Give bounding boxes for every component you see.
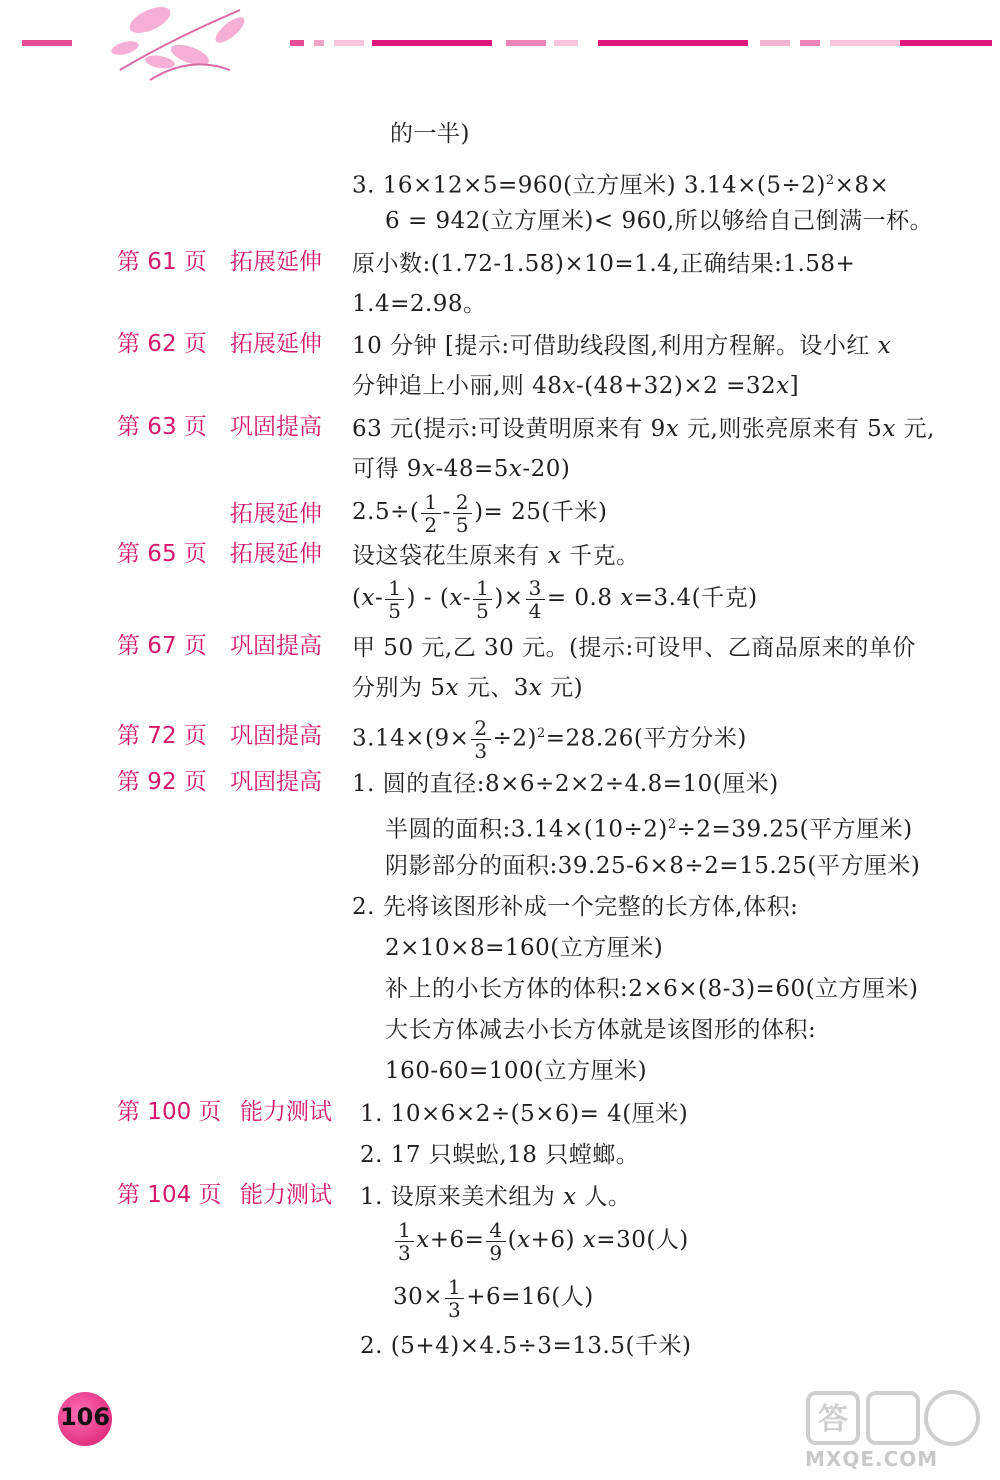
section-label: 巩固提高	[230, 769, 322, 795]
page-reference: 第 65 页	[117, 541, 207, 567]
page-reference: 第 67 页	[117, 633, 207, 659]
answer-line: 3. 16×12×5=960(立方厘米) $3.14\times(5\div 2)^2\times 8\times$	[352, 172, 890, 199]
answer-line: 10 分钟 [提示:可借助线段图,利用方程解。设小红 x	[352, 333, 892, 359]
section-label: 巩固提高	[230, 723, 322, 749]
answer-line: 2. (5+4)×4.5÷3=13.5(千米)	[360, 1333, 692, 1359]
answer-line: 分别为 5x 元、3x 元)	[352, 675, 584, 701]
answer-line: 30× $\frac{1}{3}$ +6=16(人)	[393, 1274, 594, 1322]
section-label: 能力测试	[240, 1099, 332, 1125]
fraction: $\frac{1}{3}$	[395, 1219, 414, 1264]
section-label: 巩固提高	[230, 633, 322, 659]
answer-line: 设这袋花生原来有 x 千克。	[352, 543, 640, 569]
answer-line: 可得 9x-48=5x-20)	[352, 456, 571, 482]
section-label: 拓展延伸	[230, 249, 322, 275]
page-reference: 第 104 页	[117, 1182, 222, 1208]
answer-line: 1. 圆的直径:8×6÷2×2÷4.8=10(厘米)	[352, 771, 779, 797]
fraction: $\frac{3}{4}$	[526, 577, 545, 622]
answer-line: 3.14×(9× $\frac{2}{3}$ ÷2)$^2$=28.26(平方分米)	[352, 716, 747, 764]
fraction: $\frac{4}{9}$	[486, 1219, 505, 1264]
fraction: $\frac{1}{3}$	[445, 1276, 464, 1321]
fraction: $\frac{2}{3}$	[471, 717, 490, 762]
answer-line: 63 元(提示:可设黄明原来有 9x 元,则张亮原来有 5x 元,	[352, 416, 935, 442]
page-reference: 第 61 页	[117, 249, 207, 275]
page-number: 106	[59, 1403, 111, 1431]
watermark-char: 答	[818, 1402, 848, 1437]
section-label: 能力测试	[240, 1182, 332, 1208]
answer-line: 1.4=2.98。	[352, 291, 487, 317]
fraction: $\frac{2}{5}$	[453, 491, 472, 536]
answer-line: 原小数:(1.72-1.58)×10=1.4,正确结果:1.58+	[352, 251, 856, 277]
header-floral-decoration	[0, 0, 1000, 90]
answer-line: 2. 先将该图形补成一个完整的长方体,体积:	[352, 894, 799, 920]
watermark-text: MXQE.COM	[805, 1447, 939, 1471]
fraction: $\frac{1}{2}$	[421, 491, 440, 536]
fraction: $\frac{1}{5}$	[473, 577, 492, 622]
page-reference: 第 62 页	[117, 331, 207, 357]
answer-line: 阴影部分的面积:39.25-6×8÷2=15.25(平方厘米)	[385, 853, 921, 879]
section-label: 拓展延伸	[230, 541, 322, 567]
answer-line: 6 = 942(立方厘米)< 960,所以够给自己倒满一杯。	[385, 208, 934, 234]
section-label: 巩固提高	[230, 414, 322, 440]
answer-line: 甲 50 元,乙 30 元。(提示:可设甲、乙商品原来的单价	[352, 635, 916, 661]
answer-line: 160-60=100(立方厘米)	[385, 1058, 648, 1084]
answer-line: 半圆的面积$:3.14\times(10\div 2)^2\div 2=39.25$(平方厘米)	[385, 816, 913, 843]
answer-line: $\frac{1}{3}$ x+6= $\frac{4}{9}$ (x+6) x=30(人)	[393, 1216, 689, 1264]
answer-line: (x- $\frac{1}{5}$ ) - (x- $\frac{1}{5}$ )× $\frac{3}{4}$ = 0.8 x=3.4(千克)	[352, 575, 758, 623]
section-label: 拓展延伸	[230, 331, 322, 357]
answer-line: 2. 17 只蜈蚣,18 只螳螂。	[360, 1142, 640, 1168]
fraction: $\frac{1}{5}$	[385, 577, 404, 622]
answer-line: 大长方体减去小长方体就是该图形的体积:	[385, 1017, 817, 1043]
continuation-line: 的一半)	[390, 121, 470, 147]
answer-line: 1. 设原来美术组为 x 人。	[360, 1184, 632, 1210]
page-reference: 第 63 页	[117, 414, 207, 440]
answer-line: 2×10×8=160(立方厘米)	[385, 935, 664, 961]
page-reference: 第 100 页	[117, 1099, 222, 1125]
page-reference: 第 92 页	[117, 769, 207, 795]
answer-line: 补上的小长方体的体积:2×6×(8-3)=60(立方厘米)	[385, 976, 919, 1002]
answer-line: 分钟追上小丽,则 48x-(48+32)×2 =32x]	[352, 373, 800, 399]
answer-line: 2.5÷( $\frac{1}{2}$ - $\frac{2}{5}$ )= 25(千米)	[352, 489, 608, 537]
page-reference: 第 72 页	[117, 723, 207, 749]
section-label: 拓展延伸	[230, 501, 322, 527]
answer-line: 1. 10×6×2÷(5×6)= 4(厘米)	[360, 1101, 689, 1127]
